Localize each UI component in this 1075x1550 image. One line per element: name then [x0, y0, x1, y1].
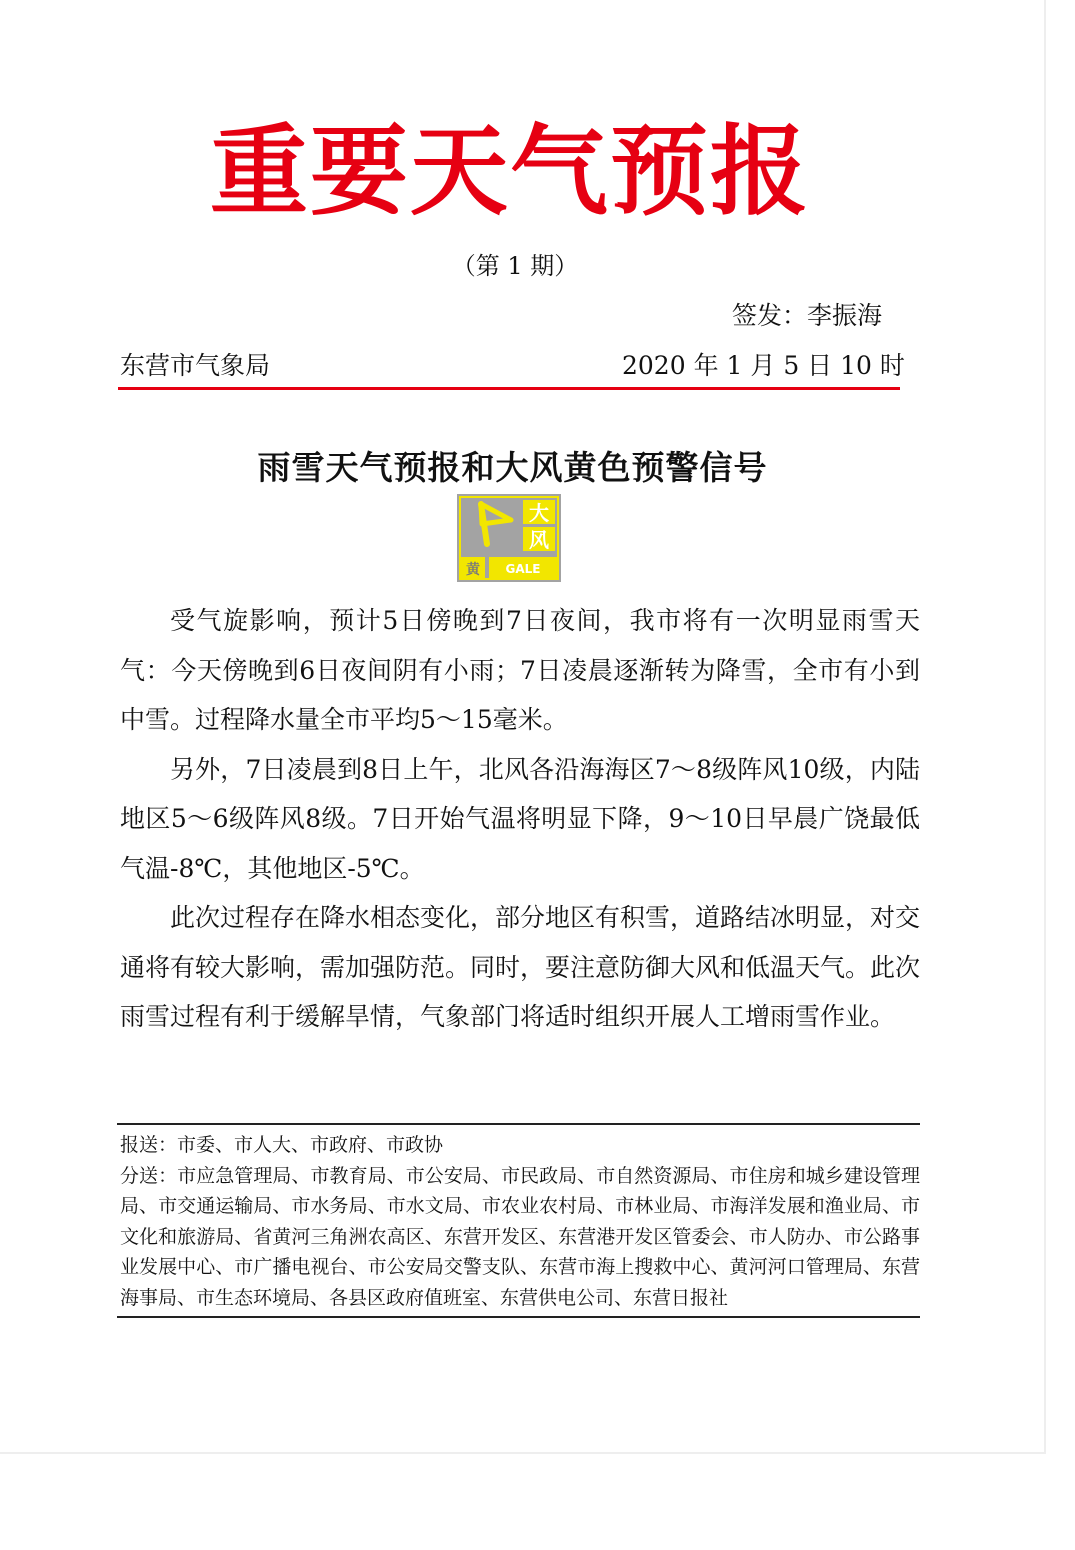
issuing-organization: 东营市气象局	[120, 351, 271, 380]
gale-yellow-warning-icon	[457, 494, 561, 582]
signal-char-bottom: 风	[529, 528, 549, 552]
distribution-top-rule	[117, 1123, 920, 1125]
document-title: 重要天气预报	[209, 115, 810, 229]
report-to: 报送：市委、市人大、市政府、市政协	[120, 1134, 444, 1156]
issue-date: 2020 年 1 月 5 日 10 时	[622, 351, 905, 380]
bulletin-title: 雨雪天气预报和大风黄色预警信号	[257, 448, 768, 487]
distribution-bottom-rule	[117, 1316, 920, 1318]
page-bottom-edge	[0, 1452, 1046, 1454]
signal-level-label: 黄	[466, 562, 480, 578]
paragraph: 受气旋影响，预计5日傍晚到7日夜间，我市将有一次明显雨雪天气：今天傍晚到6日夜间阴有小雨；7日凌晨逐渐转为降雪，全市有小到中雪。过程降水量全市平均5～15毫米。	[120, 606, 920, 734]
send-to: 分送：市应急管理局、市教育局、市公安局、市民政局、市自然资源局、市住房和城乡建设管理局、市交通运输局、市水务局、市水文局、市农业农村局、市林业局、市海洋发展和渔业局、市文化和旅游局、省黄河三角洲农高区、东营开发区、东营港开发区管委会、市人防办、市公路事业发展中心、市广播电视台、市公安局交警支队、东营市海上搜救中心、黄河河口管理局、东营海事局、市生态环境局、各县区政府值班室、东营供电公司、东营日报社	[120, 1164, 920, 1309]
red-divider	[118, 387, 900, 390]
page-edge	[1044, 0, 1046, 1452]
distribution-list	[120, 1130, 920, 1313]
signal-char-top: 大	[529, 501, 549, 525]
signal-english-label: GALE	[505, 562, 541, 576]
paragraph: 另外，7日凌晨到8日上午，北风各沿海海区7～8级阵风10级，内陆地区5～6级阵风8级。7日开始气温将明显下降，9～10日早晨广饶最低气温-8℃，其他地区-5℃。	[120, 754, 920, 883]
signer: 签发：李振海	[732, 301, 883, 330]
bulletin-body	[120, 596, 920, 1042]
issue-number: （第 1 期）	[451, 252, 579, 280]
paragraph: 此次过程存在降水相态变化，部分地区有积雪，道路结冰明显，对交通将有较大影响，需加强防范。同时，要注意防御大风和低温天气。此次雨雪过程有利于缓解旱情，气象部门将适时组织开展人工增雨雪作业。	[120, 903, 921, 1031]
